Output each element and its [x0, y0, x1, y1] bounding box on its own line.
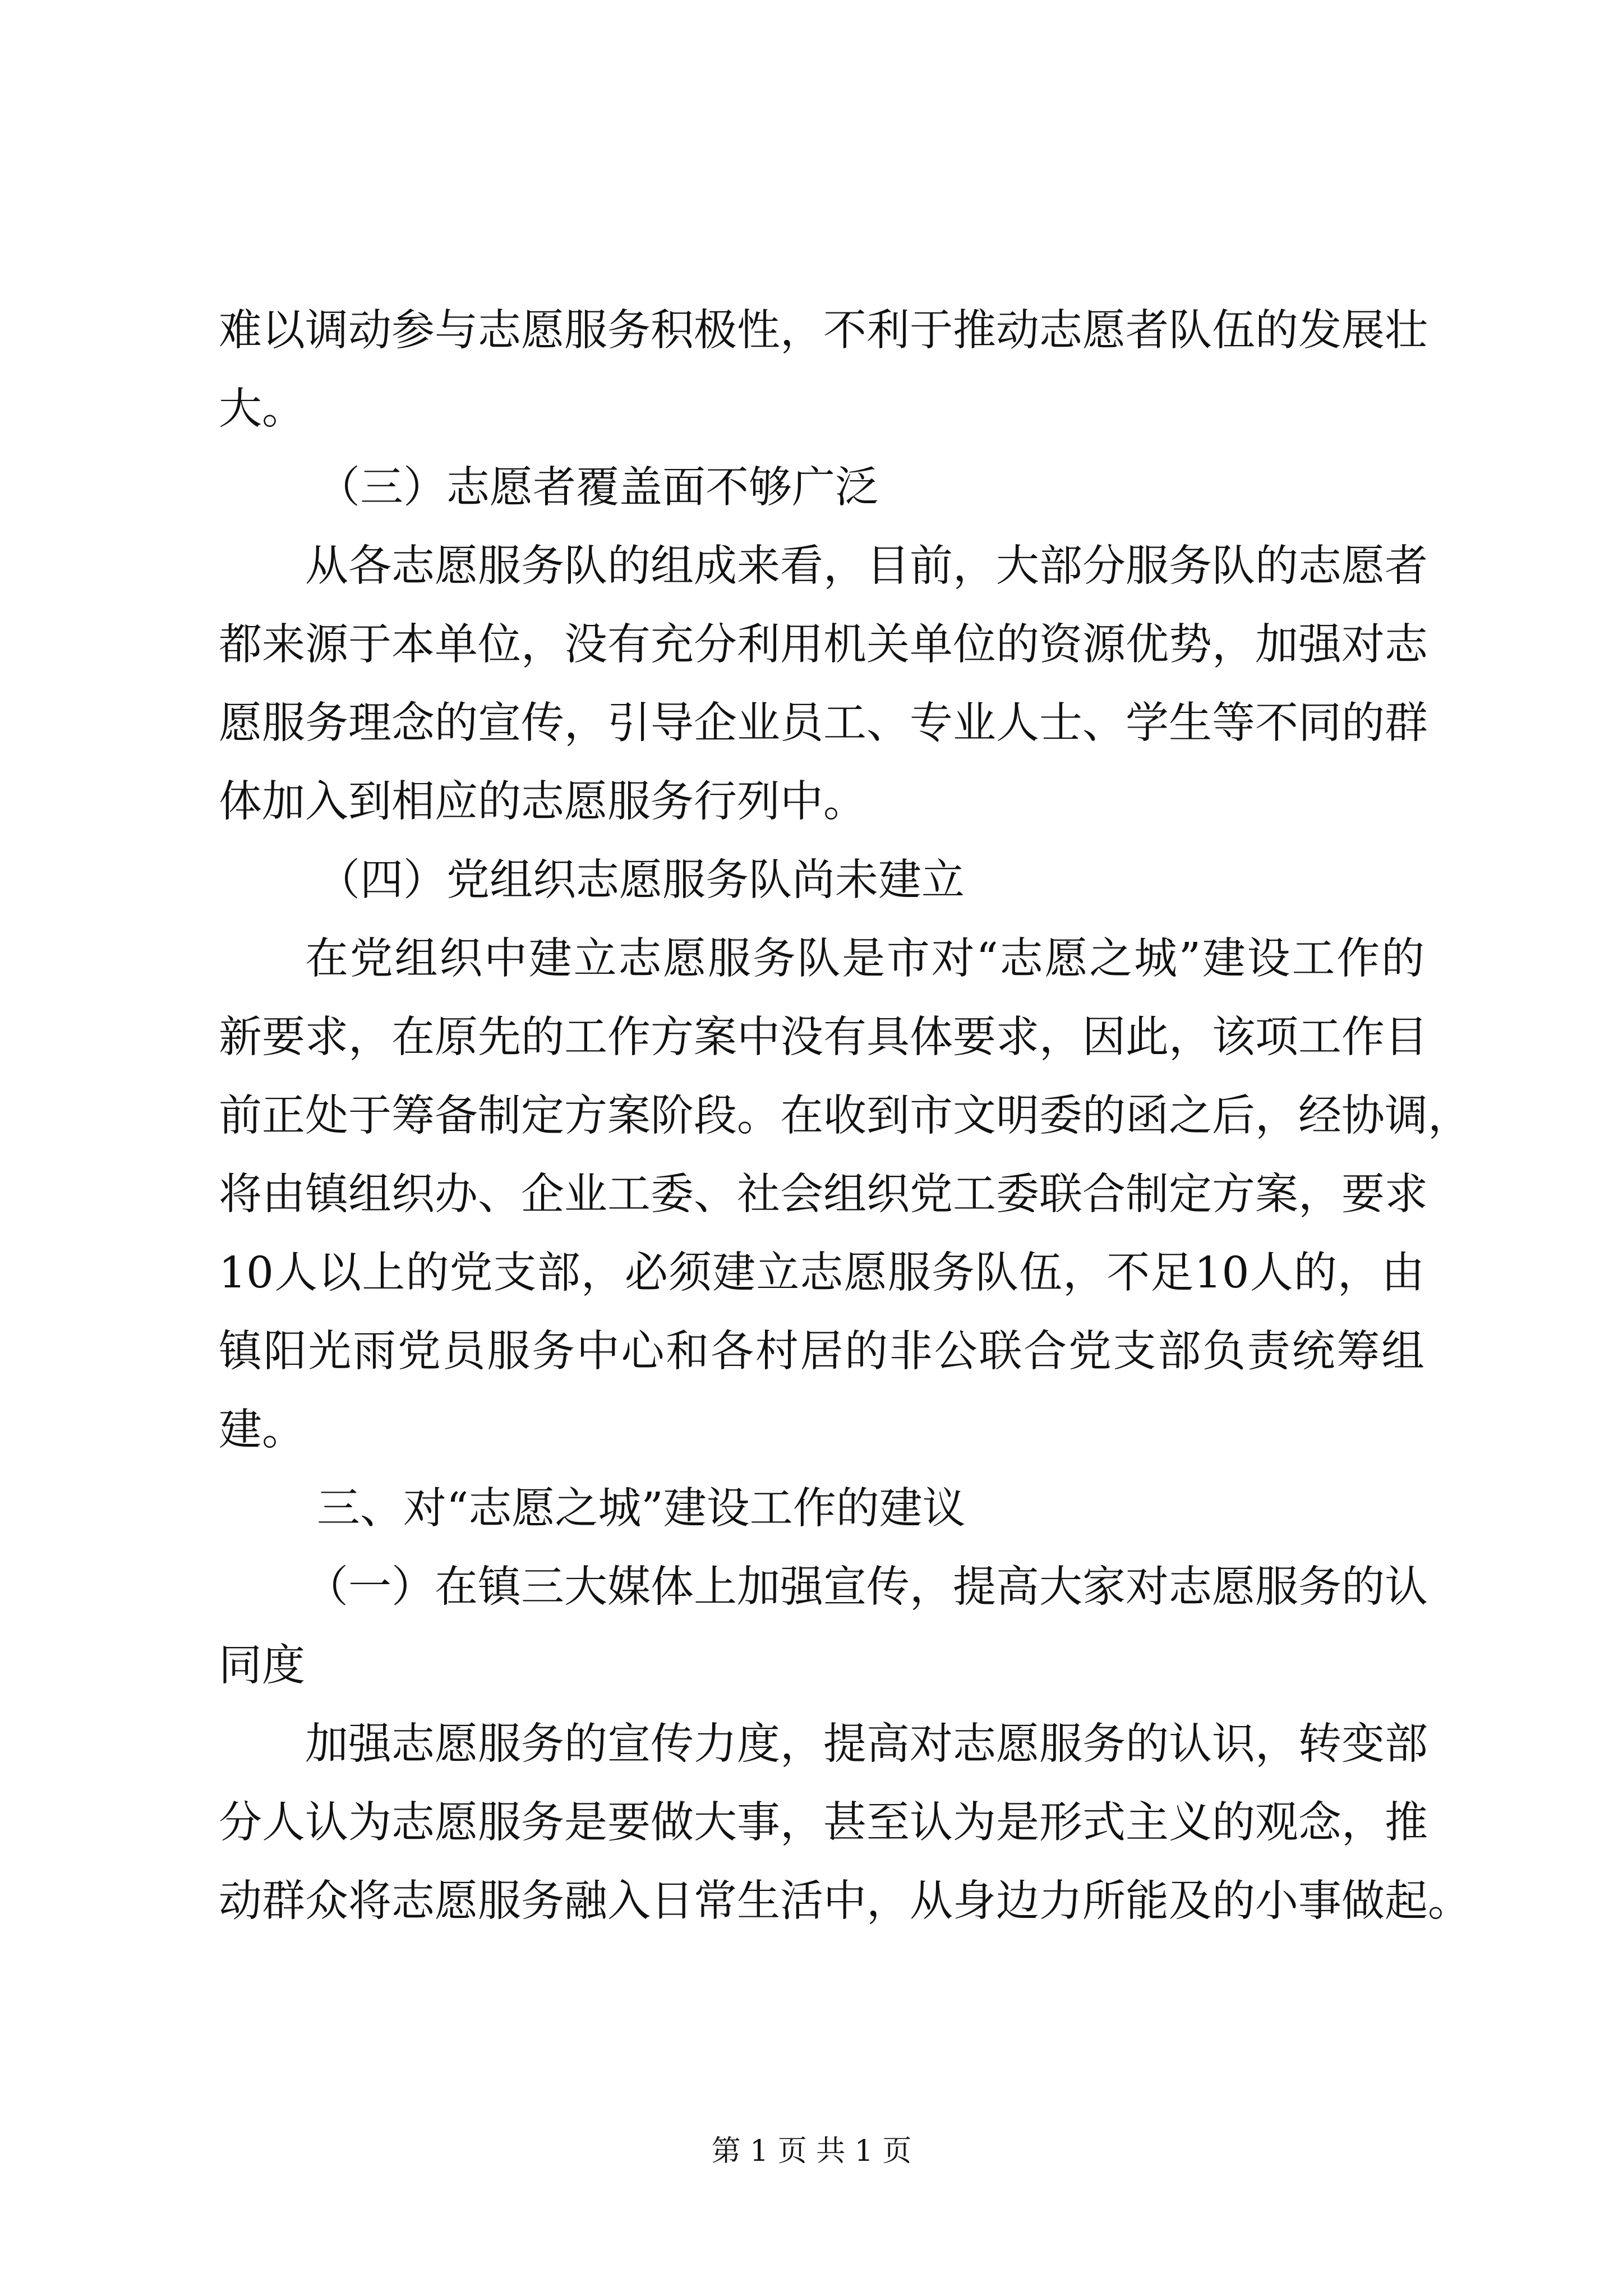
paragraph-line: 镇阳光雨党员服务中心和各村居的非公联合党支部负责统筹组 [219, 1327, 1424, 1377]
paragraph-line: 动群众将志愿服务融入日常生活中，从身边力所能及的小事做起。 [219, 1876, 1471, 1926]
paragraph-line: 加强志愿服务的宣传力度，提高对志愿服务的认识，转变部 [305, 1719, 1428, 1769]
paragraph-line: 难以调动参与志愿服务积极性，不利于推动志愿者队伍的发展壮 [219, 306, 1428, 356]
page-footer: 第 1 页 共 1 页 [711, 2134, 912, 2168]
paragraph-line: （一）在镇三大媒体上加强宣传，提高大家对志愿服务的认 [305, 1562, 1428, 1612]
paragraph-line: 体加入到相应的志愿服务行列中。 [219, 777, 866, 827]
paragraph-line: 建。 [219, 1405, 305, 1455]
paragraph-line: 都来源于本单位，没有充分利用机关单位的资源优势，加强对志 [219, 620, 1428, 670]
paragraph-line: 愿服务理念的宣传，引导企业员工、专业人士、学生等不同的群 [219, 698, 1428, 748]
paragraph-line: 前正处于筹备制定方案阶段。在收到市文明委的函之后，经协调， [219, 1091, 1471, 1141]
paragraph-line: 大。 [219, 384, 305, 434]
section-heading: （四）党组织志愿服务队尚未建立 [317, 855, 965, 905]
section-heading: （三）志愿者覆盖面不够广泛 [317, 463, 878, 513]
section-heading: 三、对“志愿之城”建设工作的建议 [317, 1484, 966, 1534]
paragraph-line: 从各志愿服务队的组成来看，目前，大部分服务队的志愿者 [305, 541, 1428, 591]
paragraph-line: 将由镇组织办、企业工委、社会组织党工委联合制定方案，要求 [219, 1170, 1428, 1220]
paragraph-line: 同度 [219, 1641, 305, 1691]
paragraph-line: 新要求，在原先的工作方案中没有具体要求，因此，该项工作目 [219, 1013, 1428, 1062]
paragraph-line: 在党组织中建立志愿服务队是市对“志愿之城”建设工作的 [305, 934, 1424, 984]
paragraph-line: 10人以上的党支部，必须建立志愿服务队伍，不足10人的，由 [219, 1248, 1424, 1298]
paragraph-line: 分人认为志愿服务是要做大事，甚至认为是形式主义的观念，推 [219, 1798, 1428, 1848]
